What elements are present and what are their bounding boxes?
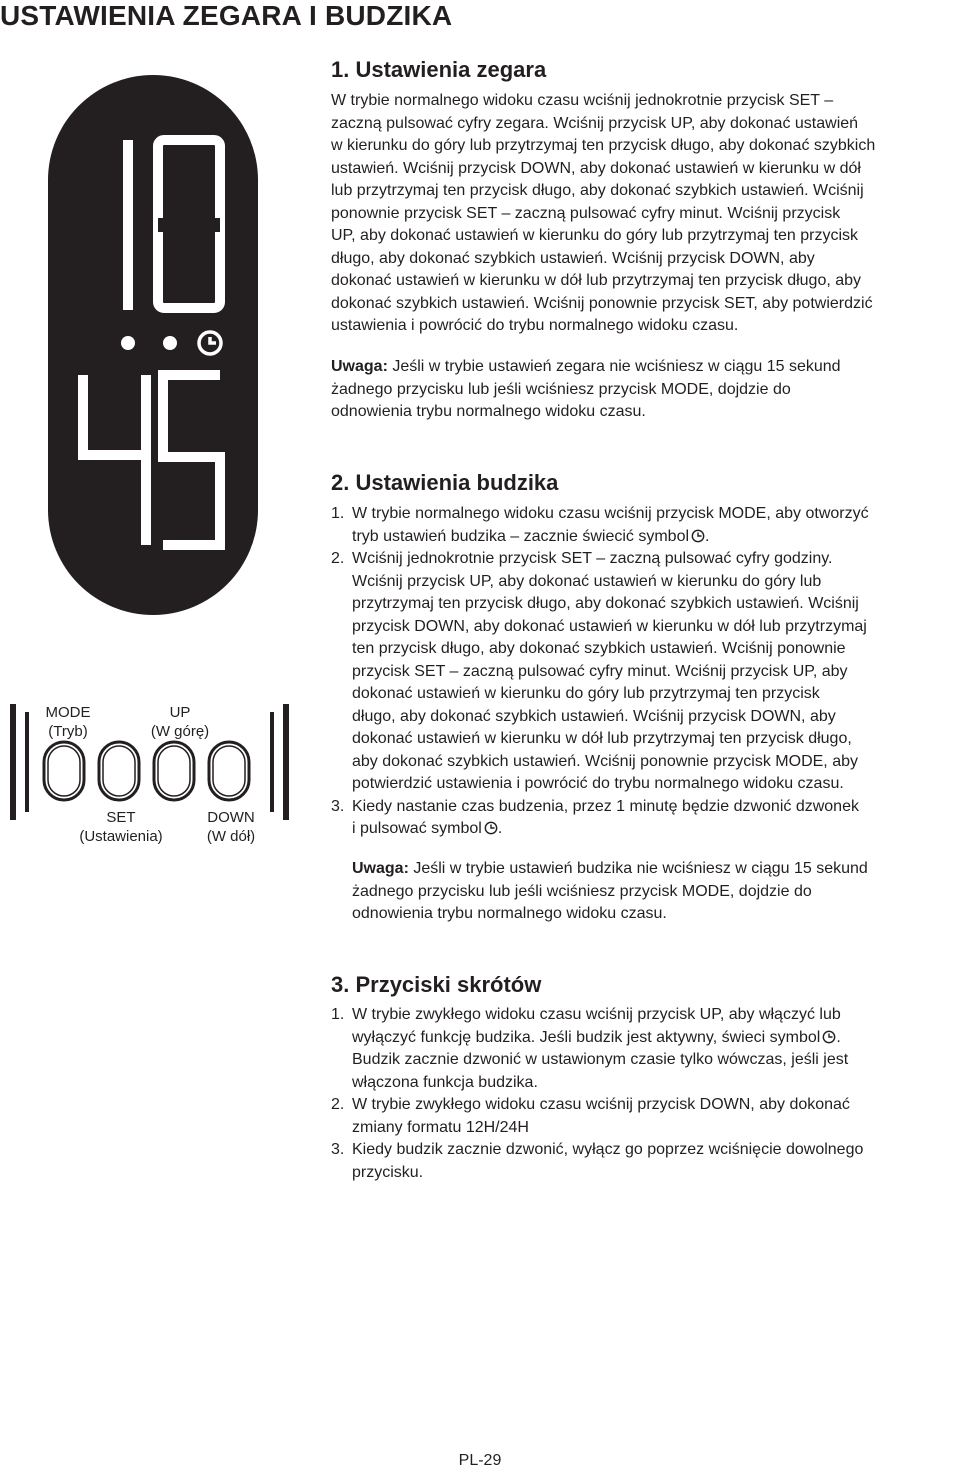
- text-line: ten przycisk długo, aby dokonać szybkich ustawień. Wciśnij ponownie: [352, 640, 846, 657]
- down-sublabel: (W dół): [206, 828, 256, 845]
- text-line: ustawienia i powrócić do trybu normalnego widoku czasu.: [331, 317, 739, 334]
- mode-label: MODE: [45, 704, 91, 721]
- section1-text: [331, 90, 951, 338]
- alarm-clock-icon: [484, 821, 498, 835]
- set-label: SET: [106, 809, 136, 826]
- down-label: DOWN: [207, 809, 255, 826]
- text-line: dokonać ustawień w kierunku w dół lub przytrzymaj ten przycisk długo,: [352, 730, 852, 747]
- alarm-clock-icon: [691, 529, 705, 543]
- section2-heading: 2. Ustawienia budzika: [331, 470, 559, 495]
- set-button-label: [79, 808, 162, 846]
- page-number: PL-29: [458, 1452, 502, 1469]
- up-button-shape: [154, 742, 194, 800]
- text-line: UP, aby dokonać ustawień w kierunku do góry lub przytrzymaj ten przycisk: [331, 227, 859, 244]
- text-line: Wciśnij przycisk UP, aby dokonać ustawień w kierunku do góry lub: [352, 572, 822, 590]
- text-fragment: tryb ustawień budzika – zacznie świecić symbol: [352, 527, 690, 545]
- down-button-label: [207, 808, 255, 846]
- section1-heading: 1. Ustawienia zegara: [331, 57, 547, 82]
- text-line: [352, 818, 951, 841]
- clock-display-illustration: [48, 75, 258, 615]
- note-label: Uwaga:: [352, 860, 409, 877]
- text-line: odnowienia trybu normalnego widoku czasu.: [352, 905, 667, 922]
- text-fragment: wyłączyć funkcję budzika. Jeśli budzik jest aktywny, świeci symbol: [352, 1028, 821, 1046]
- text-line: W trybie normalnego widoku czasu wciśnij jednokrotnie przycisk SET –: [331, 92, 834, 109]
- list-number: 3.: [331, 797, 345, 815]
- text-line: zmiany formatu 12H/24H: [352, 1118, 529, 1136]
- section3-steps: [331, 1004, 951, 1184]
- text-line: Budzik zacznie dzwonić w ustawionym czasie tylko wówczas, jeśli jest: [352, 1051, 849, 1068]
- up-button-label: [151, 703, 209, 741]
- text-line: odnowienia trybu normalnego widoku czasu.: [331, 403, 646, 420]
- text-line: ustawień. Wciśnij przycisk DOWN, aby dokonać ustawień w kierunku w dół: [331, 159, 861, 177]
- text-line: [352, 1027, 951, 1050]
- text-line: przytrzymaj ten przycisk długo, aby dokonać szybkich ustawień. Wciśnij: [352, 595, 859, 612]
- list-item: [331, 1004, 951, 1094]
- text-line: Kiedy nastanie czas budzenia, przez 1 minutę będzie dzwonić dzwonek: [352, 797, 859, 815]
- text-line: Kiedy budzik zacznie dzwonić, wyłącz go poprzez wciśnięcie dowolnego: [352, 1141, 864, 1158]
- text-line: przycisku.: [352, 1163, 424, 1181]
- text-line: przycisk DOWN, aby dokonać ustawień w kierunku w dół lub przytrzymaj: [352, 617, 867, 635]
- list-number: 1.: [331, 505, 345, 522]
- colon-dot: [163, 336, 177, 350]
- text-line: dokonać ustawień w kierunku do góry lub przytrzymaj ten przycisk: [352, 685, 820, 702]
- text-line: [352, 526, 951, 549]
- list-item: [331, 548, 951, 796]
- text-fragment: .: [705, 527, 710, 545]
- text-line: zaczną pulsować cyfry zegara. Wciśnij przycisk UP, aby dokonać ustawień: [331, 114, 859, 132]
- text-line: W trybie normalnego widoku czasu wciśnij przycisk MODE, aby otworzyć: [352, 505, 869, 522]
- text-fragment: i pulsować symbol: [352, 820, 482, 837]
- text-line: ponownie przycisk SET – zaczną pulsować cyfry minut. Wciśnij przycisk: [331, 204, 841, 222]
- text-line: Wciśnij jednokrotnie przycisk SET – zaczną pulsować cyfry godziny.: [352, 550, 833, 567]
- panel-edge: [283, 704, 289, 820]
- text-line: W trybie zwykłego widoku czasu wciśnij przycisk UP, aby włączyć lub: [352, 1006, 841, 1023]
- section1-note: [331, 356, 951, 424]
- text-line: dokonać ustawień w kierunku w dół lub przytrzymaj ten przycisk długo, aby: [331, 272, 862, 289]
- list-number: 2.: [331, 1096, 345, 1113]
- text-line: W trybie zwykłego widoku czasu wciśnij przycisk DOWN, aby dokonać: [352, 1096, 850, 1113]
- list-number: 1.: [331, 1006, 345, 1023]
- page-title: USTAWIENIA ZEGARA I BUDZIKA: [0, 0, 453, 31]
- panel-edge: [270, 712, 274, 812]
- up-sublabel: (W górę): [150, 723, 210, 740]
- list-item: [331, 503, 951, 548]
- text-line: dokonać szybkich ustawień. Wciśnij ponownie przycisk SET, aby potwierdzić: [331, 294, 873, 312]
- list-number: 2.: [331, 550, 345, 567]
- colon-dot: [121, 336, 135, 350]
- text-line: przycisk SET – zaczną pulsować cyfry minut. Wciśnij przycisk UP, aby: [352, 662, 848, 680]
- list-number: 3.: [331, 1141, 345, 1158]
- text-line: potwierdzić ustawienia i powrócić do trybu normalnego widoku czasu.: [352, 775, 844, 792]
- text-line: żadnego przycisku lub jeśli wciśniesz przycisk MODE, dojdzie do: [352, 882, 812, 900]
- text-fragment: .: [497, 820, 503, 837]
- text-fragment: .: [836, 1028, 841, 1046]
- text-line: długo, aby dokonać szybkich ustawień. Wciśnij przycisk DOWN, aby: [352, 707, 836, 725]
- text-line: długo, aby dokonać szybkich ustawień. Wciśnij przycisk DOWN, aby: [331, 249, 815, 267]
- text-line: aby dokonać szybkich ustawień. Wciśnij ponownie przycisk MODE, aby: [352, 752, 858, 770]
- set-sublabel: (Ustawienia): [79, 828, 163, 845]
- note-label: Uwaga:: [331, 358, 388, 375]
- note-text: Jeśli w trybie ustawień zegara nie wciśniesz w ciągu 15 sekund: [387, 358, 841, 375]
- text-line: w kierunku do góry lub przytrzymaj ten przycisk długo, aby dokonać szybkich: [331, 137, 876, 154]
- alarm-clock-icon: [822, 1030, 836, 1044]
- down-button-shape: [209, 742, 249, 800]
- section3-heading: 3. Przyciski skrótów: [331, 972, 542, 997]
- mode-button-label: [46, 703, 91, 741]
- text-line: lub przytrzymaj ten przycisk długo, aby dokonać szybkich ustawień. Wciśnij: [331, 182, 864, 199]
- section2-note: [352, 858, 952, 926]
- list-item: [331, 796, 951, 841]
- mode-sublabel: (Tryb): [48, 723, 88, 740]
- list-item: [331, 1139, 951, 1184]
- text-line: [352, 858, 952, 881]
- mode-button-shape: [44, 742, 84, 800]
- up-label: UP: [169, 704, 191, 721]
- text-line: żadnego przycisku lub jeśli wciśniesz przycisk MODE, dojdzie do: [331, 380, 791, 398]
- panel-edge: [25, 712, 29, 812]
- section2-steps: [331, 503, 951, 841]
- text-line: [331, 356, 951, 379]
- note-text: Jeśli w trybie ustawień budzika nie wciśniesz w ciągu 15 sekund: [408, 860, 868, 877]
- panel-edge: [10, 704, 16, 820]
- list-item: [331, 1094, 951, 1139]
- set-button-shape: [99, 742, 139, 800]
- text-line: włączona funkcja budzika.: [352, 1073, 538, 1091]
